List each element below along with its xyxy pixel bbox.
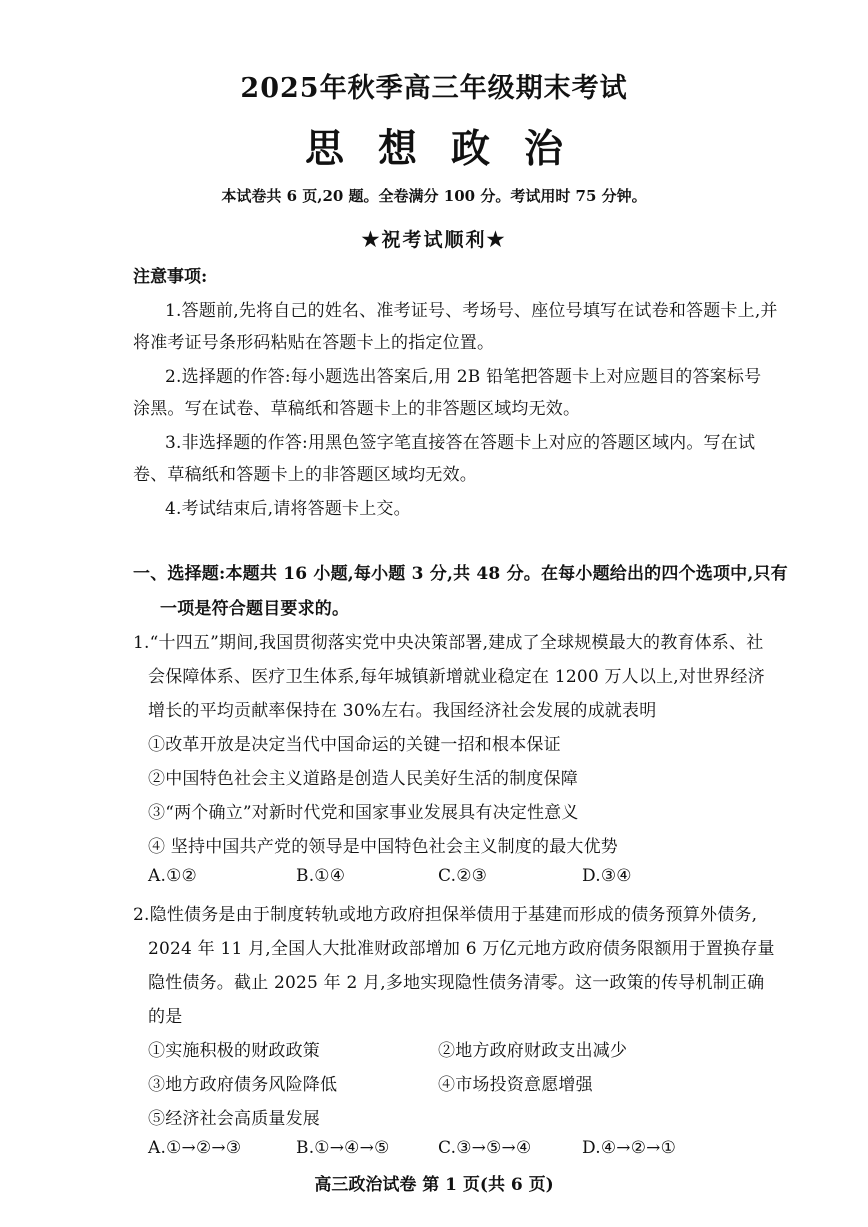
notice-line: 涂黑。写在试卷、草稿纸和答题卡上的非答题区域均无效。 [133,399,581,419]
notice-line: 2.选择题的作答:每小题选出答案后,用 2B 铅笔把答题卡上对应题目的答案标号 [165,367,762,387]
section-heading: 一项是符合题目要求的。 [160,599,350,619]
notice-line: 3.非选择题的作答:用黑色签字笔直接答在答题卡上对应的答题区域内。写在试 [165,433,756,453]
question-2-stem: 的是 [148,1007,183,1027]
question-1-statement: ②中国特色社会主义道路是创造人民美好生活的制度保障 [148,769,578,789]
question-1-option: C.②③ [438,866,488,886]
question-2-statement: ⑤经济社会高质量发展 [148,1109,320,1129]
question-1-statement: ①改革开放是决定当代中国命运的关键一招和根本保证 [148,735,561,755]
section-heading: 一、选择题:本题共 16 小题,每小题 3 分,共 48 分。在每小题给出的四个选项中,只有 [133,564,788,584]
question-1-stem: 会保障体系、医疗卫生体系,每年城镇新增就业稳定在 1200 万人以上,对世界经济 [148,667,765,687]
blessing-banner [0,225,868,252]
notice-line: 1.答题前,先将自己的姓名、准考证号、考场号、座位号填写在试卷和答题卡上,并 [165,301,778,321]
question-2-statement: ③地方政府债务风险降低 [148,1075,338,1095]
question-2-option: D.④→②→① [582,1138,677,1158]
question-2-option: B.①→④→⑤ [296,1138,390,1158]
question-2-stem: 2024 年 11 月,全国人大批准财政部增加 6 万亿元地方政府债务限额用于置换存量 [148,939,775,959]
question-2-option: C.③→⑤→④ [438,1138,532,1158]
star-icon: ★ [486,227,507,251]
question-2-statement: ①实施积极的财政政策 [148,1041,320,1061]
subject-title: 思想政治 [304,126,597,172]
question-1-stem: 1.“十四五”期间,我国贯彻落实党中央决策部署,建成了全球规模最大的教育体系、社 [133,633,764,653]
question-2-option: A.①→②→③ [148,1138,242,1158]
question-2-stem: 隐性债务。截止 2025 年 2 月,多地实现隐性债务清零。这一政策的传导机制正确 [148,973,765,993]
question-2-stem: 2.隐性债务是由于制度转轨或地方政府担保举债用于基建而形成的债务预算外债务, [133,905,758,925]
notice-line: 卷、草稿纸和答题卡上的非答题区域均无效。 [133,465,477,485]
question-1-statement: ④ 坚持中国共产党的领导是中国特色社会主义制度的最大优势 [148,837,619,857]
question-1-option: A.①② [148,866,197,886]
notice-line: 将准考证号条形码粘贴在答题卡上的指定位置。 [133,333,495,353]
exam-info: 本试卷共 6 页,20 题。全卷满分 100 分。考试用时 75 分钟。 [221,187,647,205]
page-footer: 高三政治试卷 第 1 页(共 6 页) [314,1175,554,1195]
notice-heading: 注意事项: [133,267,208,287]
notice-line: 4.考试结束后,请将答题卡上交。 [165,499,411,519]
question-1-stem: 增长的平均贡献率保持在 30%左右。我国经济社会发展的成就表明 [148,701,657,721]
blessing-text: 祝考试顺利 [381,229,487,251]
star-icon: ★ [361,227,382,251]
question-2-statement: ②地方政府财政支出减少 [438,1041,628,1061]
question-1-option: D.③④ [582,866,632,886]
exam-title: 2025年秋季高三年级期末考试 [240,73,628,104]
question-1-statement: ③“两个确立”对新时代党和国家事业发展具有决定性意义 [148,803,579,823]
question-1-option: B.①④ [296,866,346,886]
question-2-statement: ④市场投资意愿增强 [438,1075,593,1095]
